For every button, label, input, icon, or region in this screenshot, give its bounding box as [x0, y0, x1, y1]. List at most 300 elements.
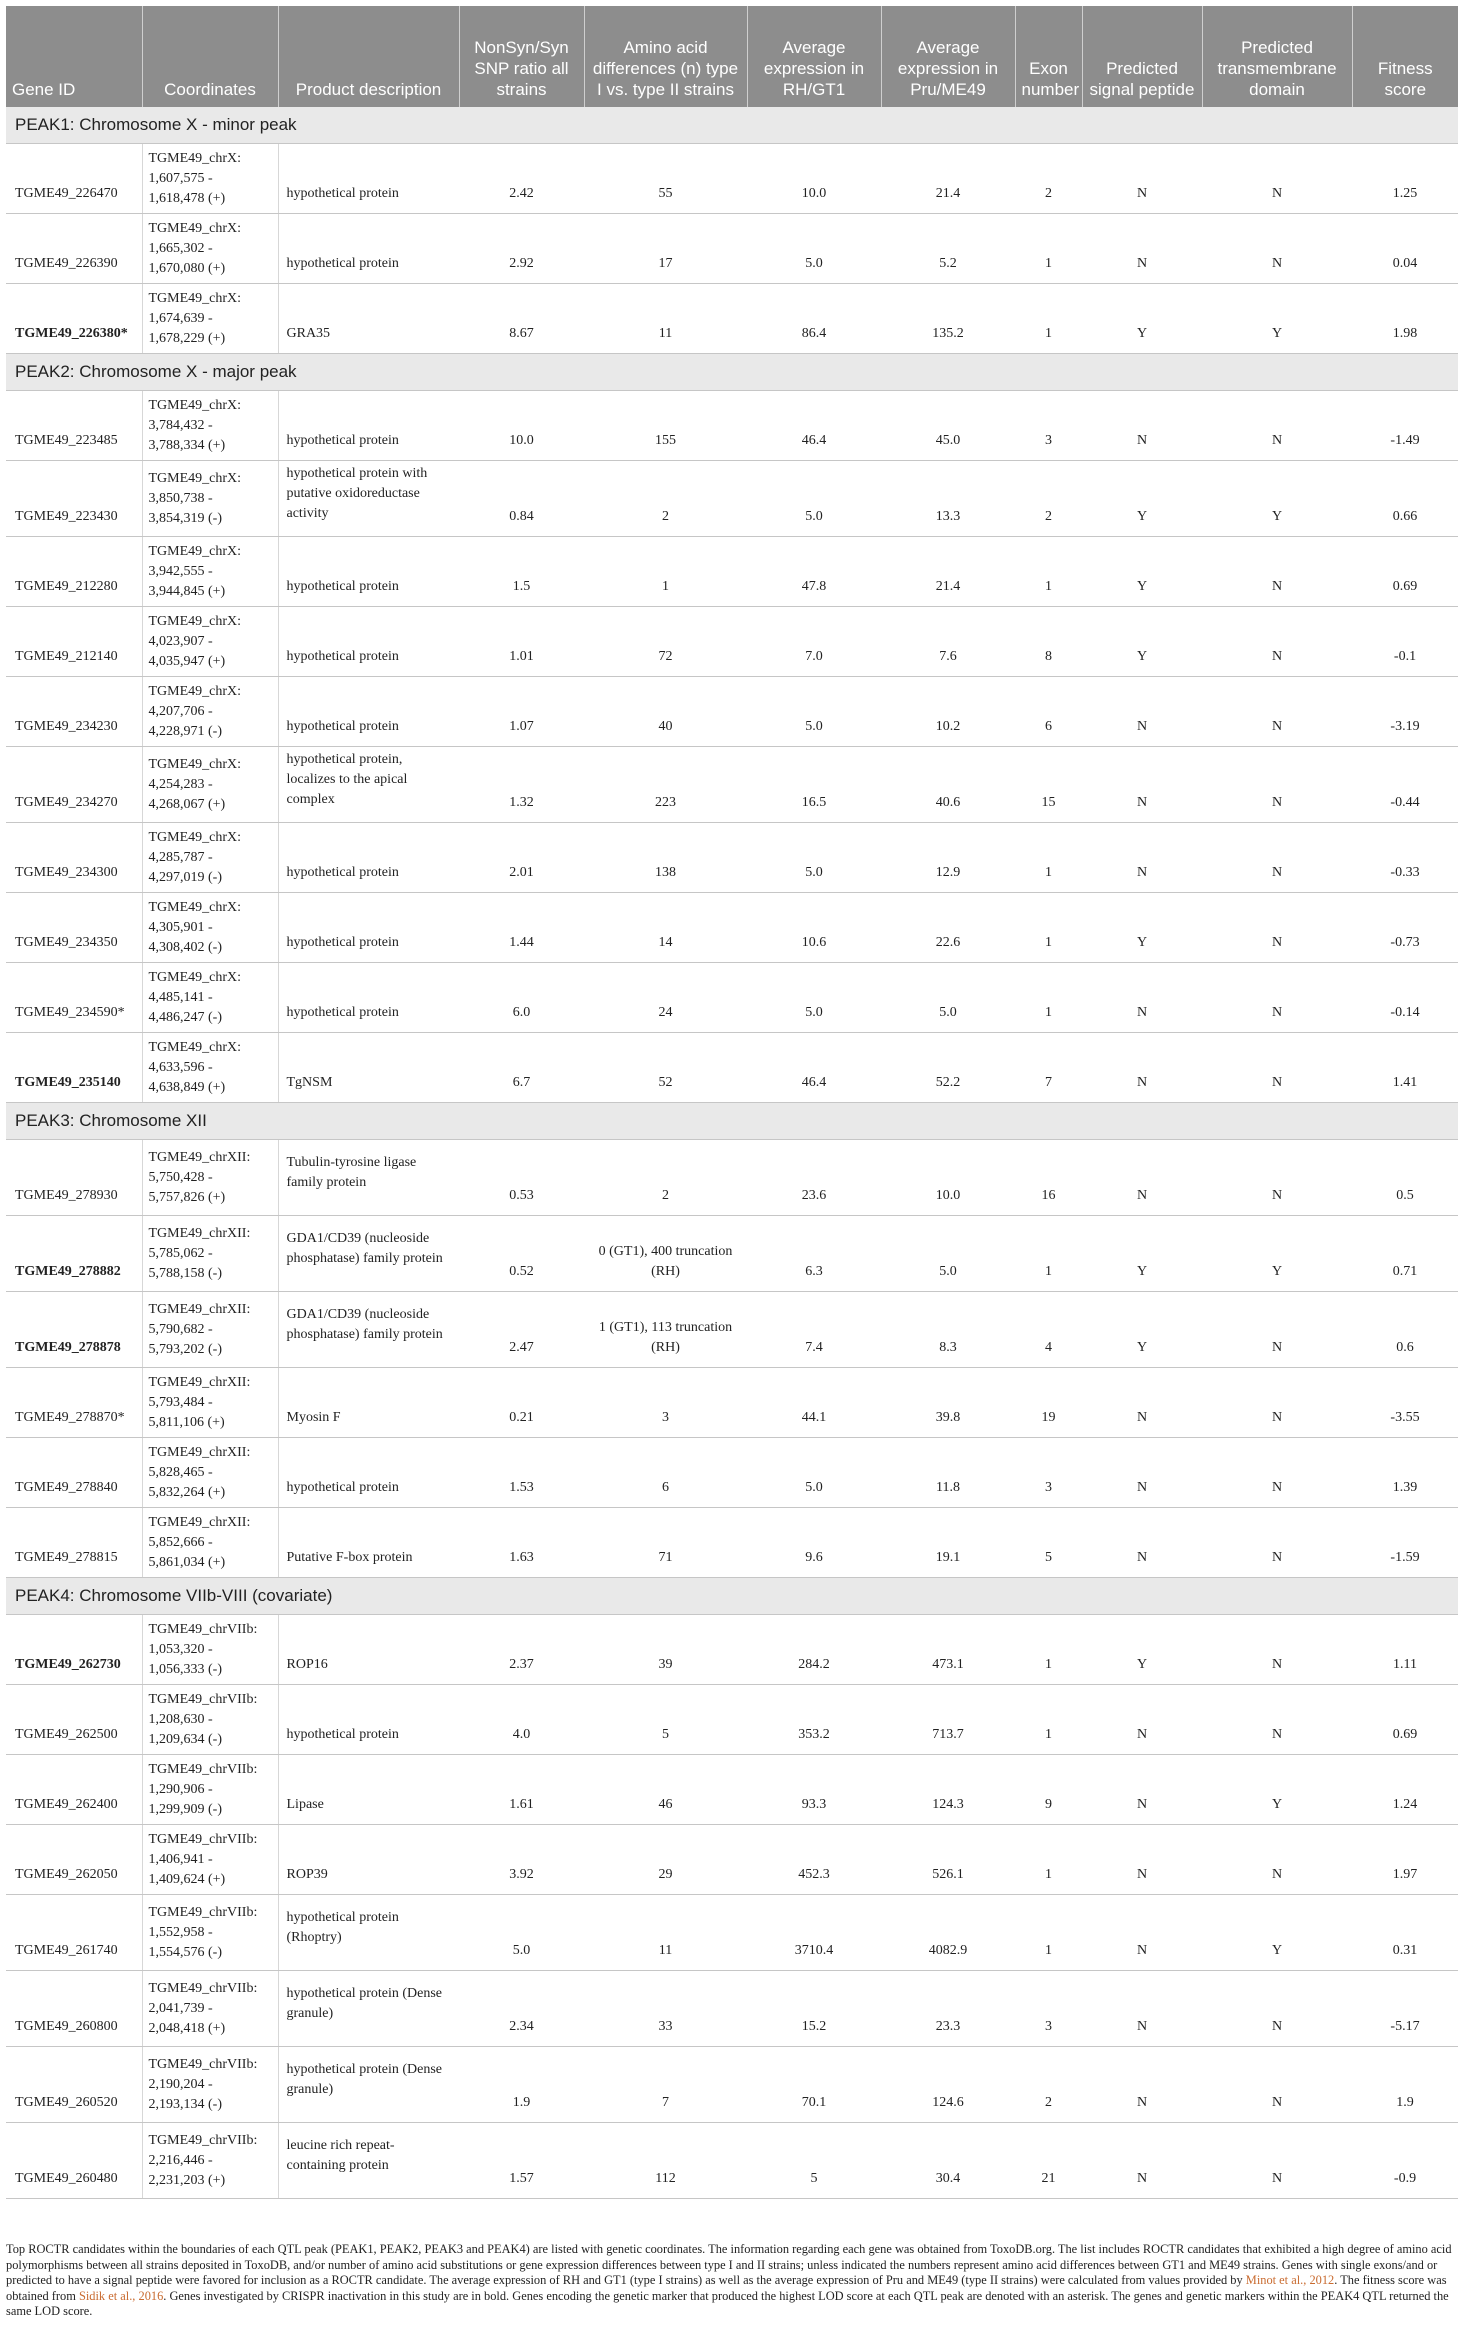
expression-pru-me49-cell: 13.3	[881, 461, 1015, 537]
fitness-score-cell: -0.9	[1352, 2123, 1458, 2199]
coordinates-cell	[142, 1033, 278, 1103]
snp-ratio-cell: 1.5	[459, 537, 584, 607]
expression-rh-gt1-cell: 47.8	[747, 537, 881, 607]
fitness-score-cell: 1.97	[1352, 1825, 1458, 1895]
coordinate-line: 1,208,630 -	[148, 1711, 213, 1727]
coordinates-cell	[142, 823, 278, 893]
exon-number-cell: 1	[1015, 1895, 1082, 1971]
expression-pru-me49-cell: 713.7	[881, 1685, 1015, 1755]
snp-ratio-cell: 1.44	[459, 893, 584, 963]
fitness-score-cell: -0.14	[1352, 963, 1458, 1033]
exon-number-cell: 3	[1015, 1971, 1082, 2047]
signal-peptide-cell: N	[1082, 1971, 1202, 2047]
fitness-score-cell: 0.6	[1352, 1292, 1458, 1368]
signal-peptide-cell: Y	[1082, 1216, 1202, 1292]
fitness-score-cell: 1.11	[1352, 1615, 1458, 1685]
aa-differences-cell: 55	[584, 144, 747, 214]
exon-number-cell: 9	[1015, 1755, 1082, 1825]
table-row	[6, 893, 1458, 963]
aa-differences-cell: 2	[584, 461, 747, 537]
transmembrane-domain-cell: Y	[1202, 1216, 1352, 1292]
column-header-aa-differences: Amino acid differences (n) type I vs. type II strains	[584, 6, 747, 107]
column-header-transmembrane-domain: Predicted transmembrane domain	[1202, 6, 1352, 107]
snp-ratio-cell: 0.53	[459, 1140, 584, 1216]
exon-number-cell: 8	[1015, 607, 1082, 677]
exon-number-cell: 3	[1015, 1438, 1082, 1508]
peak-label: PEAK2: Chromosome X - major peak	[6, 354, 1458, 391]
exon-number-cell: 1	[1015, 537, 1082, 607]
coordinates-cell	[142, 1292, 278, 1368]
coordinate-line: 3,788,334 (+)	[148, 437, 226, 453]
snp-ratio-cell: 8.67	[459, 284, 584, 354]
table-row	[6, 677, 1458, 747]
coordinate-line: TGME49_chrXII:	[148, 1444, 251, 1460]
signal-peptide-cell: N	[1082, 963, 1202, 1033]
signal-peptide-cell: N	[1082, 1368, 1202, 1438]
header-row	[6, 6, 1458, 107]
coordinates-cell	[142, 2123, 278, 2199]
product-description-cell: hypothetical protein, localizes to the apical complex	[278, 747, 459, 823]
transmembrane-domain-cell: N	[1202, 1140, 1352, 1216]
column-header-signal-peptide: Predicted signal peptide	[1082, 6, 1202, 107]
snp-ratio-cell: 10.0	[459, 391, 584, 461]
fitness-score-cell: 1.41	[1352, 1033, 1458, 1103]
transmembrane-domain-cell: N	[1202, 1438, 1352, 1508]
expression-rh-gt1-cell: 44.1	[747, 1368, 881, 1438]
gene-id-cell: TGME49_212280	[6, 537, 142, 607]
coordinate-line: TGME49_chrXII:	[148, 1301, 251, 1317]
aa-differences-cell: 0 (GT1), 400 truncation (RH)	[584, 1216, 747, 1292]
expression-pru-me49-cell: 52.2	[881, 1033, 1015, 1103]
aa-differences-cell: 3	[584, 1368, 747, 1438]
aa-differences-cell: 7	[584, 2047, 747, 2123]
coordinate-line: TGME49_chrVIIb:	[148, 1980, 258, 1996]
table-row	[6, 537, 1458, 607]
coordinate-line: TGME49_chrVIIb:	[148, 1691, 258, 1707]
gene-id-cell: TGME49_226380*	[6, 284, 142, 354]
expression-rh-gt1-cell: 452.3	[747, 1825, 881, 1895]
aa-differences-cell: 40	[584, 677, 747, 747]
gene-id-cell: TGME49_260480	[6, 2123, 142, 2199]
coordinate-line: 1,290,906 -	[148, 1781, 213, 1797]
coordinates-cell	[142, 1438, 278, 1508]
coordinate-line: 5,788,158 (-)	[148, 1265, 222, 1281]
coordinate-line: 1,665,302 -	[148, 240, 213, 256]
coordinate-line: 5,852,666 -	[148, 1534, 213, 1550]
fitness-score-cell: -3.55	[1352, 1368, 1458, 1438]
signal-peptide-cell: N	[1082, 823, 1202, 893]
gene-id-cell: TGME49_234270	[6, 747, 142, 823]
signal-peptide-cell: N	[1082, 214, 1202, 284]
signal-peptide-cell: N	[1082, 1755, 1202, 1825]
coordinate-line: 1,618,478 (+)	[148, 190, 226, 206]
table-row	[6, 823, 1458, 893]
coordinates-cell	[142, 144, 278, 214]
table-row	[6, 461, 1458, 537]
expression-pru-me49-cell: 40.6	[881, 747, 1015, 823]
expression-pru-me49-cell: 21.4	[881, 144, 1015, 214]
coordinates-cell	[142, 1615, 278, 1685]
coordinates-cell	[142, 1825, 278, 1895]
coordinate-line: TGME49_chrXII:	[148, 1514, 251, 1530]
exon-number-cell: 16	[1015, 1140, 1082, 1216]
transmembrane-domain-cell: N	[1202, 1292, 1352, 1368]
aa-differences-cell: 138	[584, 823, 747, 893]
snp-ratio-cell: 1.07	[459, 677, 584, 747]
coordinate-line: 3,850,738 -	[148, 490, 213, 506]
snp-ratio-cell: 5.0	[459, 1895, 584, 1971]
product-description-cell: Myosin F	[278, 1368, 459, 1438]
coordinate-line: 2,231,203 (+)	[148, 2172, 226, 2188]
transmembrane-domain-cell: Y	[1202, 461, 1352, 537]
coordinates-cell	[142, 1895, 278, 1971]
aa-differences-cell: 72	[584, 607, 747, 677]
snp-ratio-cell: 2.01	[459, 823, 584, 893]
coordinate-line: 1,056,333 (-)	[148, 1661, 222, 1677]
gene-id-cell: TGME49_212140	[6, 607, 142, 677]
coordinate-line: 4,486,247 (-)	[148, 1009, 222, 1025]
table-row	[6, 1216, 1458, 1292]
product-description-cell: hypothetical protein (Rhoptry)	[278, 1895, 459, 1971]
coordinates-cell	[142, 1216, 278, 1292]
coordinate-line: 4,308,402 (-)	[148, 939, 222, 955]
signal-peptide-cell: N	[1082, 1825, 1202, 1895]
aa-differences-cell: 1	[584, 537, 747, 607]
fitness-score-cell: 0.66	[1352, 461, 1458, 537]
peak-section-row	[6, 107, 1458, 144]
peak-section-row	[6, 1103, 1458, 1140]
transmembrane-domain-cell: N	[1202, 1825, 1352, 1895]
expression-rh-gt1-cell: 23.6	[747, 1140, 881, 1216]
gene-id-cell: TGME49_234350	[6, 893, 142, 963]
table-body	[6, 107, 1458, 2199]
aa-differences-cell: 52	[584, 1033, 747, 1103]
expression-pru-me49-cell: 8.3	[881, 1292, 1015, 1368]
table-row	[6, 2123, 1458, 2199]
coordinate-line: TGME49_chrVIIb:	[148, 1904, 258, 1920]
coordinate-line: 4,035,947 (+)	[148, 653, 226, 669]
coordinate-line: 3,854,319 (-)	[148, 510, 222, 526]
exon-number-cell: 5	[1015, 1508, 1082, 1578]
expression-rh-gt1-cell: 5.0	[747, 214, 881, 284]
coordinate-line: TGME49_chrVIIb:	[148, 2132, 258, 2148]
exon-number-cell: 6	[1015, 677, 1082, 747]
aa-differences-cell: 39	[584, 1615, 747, 1685]
transmembrane-domain-cell: N	[1202, 893, 1352, 963]
signal-peptide-cell: Y	[1082, 607, 1202, 677]
coordinates-cell	[142, 537, 278, 607]
exon-number-cell: 15	[1015, 747, 1082, 823]
product-description-cell: Tubulin-tyrosine ligase family protein	[278, 1140, 459, 1216]
table-row	[6, 1685, 1458, 1755]
fitness-score-cell: 1.39	[1352, 1438, 1458, 1508]
snp-ratio-cell: 1.9	[459, 2047, 584, 2123]
expression-rh-gt1-cell: 10.6	[747, 893, 881, 963]
product-description-cell: hypothetical protein	[278, 823, 459, 893]
transmembrane-domain-cell: N	[1202, 391, 1352, 461]
snp-ratio-cell: 1.32	[459, 747, 584, 823]
coordinates-cell	[142, 963, 278, 1033]
coordinate-line: TGME49_chrX:	[148, 756, 242, 772]
snp-ratio-cell: 6.7	[459, 1033, 584, 1103]
expression-pru-me49-cell: 5.0	[881, 1216, 1015, 1292]
transmembrane-domain-cell: N	[1202, 144, 1352, 214]
exon-number-cell: 1	[1015, 1685, 1082, 1755]
column-header-coordinates: Coordinates	[142, 6, 278, 107]
signal-peptide-cell: N	[1082, 2123, 1202, 2199]
signal-peptide-cell: N	[1082, 1895, 1202, 1971]
transmembrane-domain-cell: N	[1202, 1508, 1352, 1578]
transmembrane-domain-cell: N	[1202, 963, 1352, 1033]
transmembrane-domain-cell: N	[1202, 214, 1352, 284]
table-row	[6, 1895, 1458, 1971]
aa-differences-cell: 223	[584, 747, 747, 823]
fitness-score-cell: 1.25	[1352, 144, 1458, 214]
aa-differences-cell: 71	[584, 1508, 747, 1578]
product-description-cell: hypothetical protein	[278, 893, 459, 963]
snp-ratio-cell: 0.21	[459, 1368, 584, 1438]
expression-pru-me49-cell: 135.2	[881, 284, 1015, 354]
signal-peptide-cell: Y	[1082, 1615, 1202, 1685]
snp-ratio-cell: 2.34	[459, 1971, 584, 2047]
transmembrane-domain-cell: N	[1202, 607, 1352, 677]
gene-id-cell: TGME49_262050	[6, 1825, 142, 1895]
product-description-cell: hypothetical protein (Dense granule)	[278, 1971, 459, 2047]
coordinate-line: 2,216,446 -	[148, 2152, 213, 2168]
transmembrane-domain-cell: N	[1202, 1615, 1352, 1685]
expression-rh-gt1-cell: 7.0	[747, 607, 881, 677]
coordinate-line: 2,048,418 (+)	[148, 2020, 226, 2036]
fitness-score-cell: 0.69	[1352, 537, 1458, 607]
fitness-score-cell: -0.44	[1352, 747, 1458, 823]
table-row	[6, 1140, 1458, 1216]
coordinate-line: 4,305,901 -	[148, 919, 213, 935]
table-row	[6, 284, 1458, 354]
aa-differences-cell: 14	[584, 893, 747, 963]
footnote-link-sidik[interactable]: Sidik et al., 2016	[78, 2288, 164, 2303]
expression-rh-gt1-cell: 70.1	[747, 2047, 881, 2123]
table-row	[6, 214, 1458, 284]
exon-number-cell: 1	[1015, 893, 1082, 963]
coordinate-line: 4,285,787 -	[148, 849, 213, 865]
gene-id-cell: TGME49_234590*	[6, 963, 142, 1033]
exon-number-cell: 2	[1015, 144, 1082, 214]
gene-id-cell: TGME49_226470	[6, 144, 142, 214]
column-header-exon-number: Exon number	[1015, 6, 1082, 107]
expression-rh-gt1-cell: 5.0	[747, 461, 881, 537]
coordinate-line: 4,254,283 -	[148, 776, 213, 792]
expression-rh-gt1-cell: 5.0	[747, 963, 881, 1033]
aa-differences-cell: 29	[584, 1825, 747, 1895]
fitness-score-cell: -3.19	[1352, 677, 1458, 747]
product-description-cell: hypothetical protein	[278, 677, 459, 747]
exon-number-cell: 1	[1015, 1825, 1082, 1895]
coordinate-line: 5,832,264 (+)	[148, 1484, 226, 1500]
exon-number-cell: 2	[1015, 461, 1082, 537]
footnote-link-minot[interactable]: Minot et al., 2012	[1245, 2273, 1335, 2287]
expression-rh-gt1-cell: 6.3	[747, 1216, 881, 1292]
coordinate-line: TGME49_chrX:	[148, 150, 242, 166]
coordinates-cell	[142, 461, 278, 537]
coordinate-line: TGME49_chrVIIb:	[148, 1621, 258, 1637]
product-description-cell: hypothetical protein	[278, 963, 459, 1033]
table-row	[6, 963, 1458, 1033]
gene-id-cell: TGME49_278870*	[6, 1368, 142, 1438]
expression-rh-gt1-cell: 86.4	[747, 284, 881, 354]
product-description-cell: hypothetical protein	[278, 391, 459, 461]
transmembrane-domain-cell: Y	[1202, 284, 1352, 354]
coordinates-cell	[142, 747, 278, 823]
column-header-product-description: Product description	[278, 6, 459, 107]
coordinate-line: 2,190,204 -	[148, 2076, 213, 2092]
expression-rh-gt1-cell: 5	[747, 2123, 881, 2199]
product-description-cell: hypothetical protein	[278, 144, 459, 214]
coordinate-line: 5,828,465 -	[148, 1464, 213, 1480]
coordinate-line: TGME49_chrX:	[148, 543, 242, 559]
gene-id-cell: TGME49_234230	[6, 677, 142, 747]
table-row	[6, 1033, 1458, 1103]
coordinate-line: 5,793,484 -	[148, 1394, 213, 1410]
product-description-cell: hypothetical protein	[278, 537, 459, 607]
aa-differences-cell: 46	[584, 1755, 747, 1825]
product-description-cell: GDA1/CD39 (nucleoside phosphatase) family protein	[278, 1292, 459, 1368]
coordinates-cell	[142, 1140, 278, 1216]
gene-id-cell: TGME49_278882	[6, 1216, 142, 1292]
gene-id-cell: TGME49_234300	[6, 823, 142, 893]
fitness-score-cell: -0.33	[1352, 823, 1458, 893]
coordinate-line: 5,750,428 -	[148, 1169, 213, 1185]
coordinate-line: TGME49_chrVIIb:	[148, 1831, 258, 1847]
transmembrane-domain-cell: N	[1202, 1368, 1352, 1438]
coordinate-line: 1,670,080 (+)	[148, 260, 226, 276]
fitness-score-cell: 0.5	[1352, 1140, 1458, 1216]
expression-pru-me49-cell: 10.0	[881, 1140, 1015, 1216]
expression-pru-me49-cell: 124.3	[881, 1755, 1015, 1825]
exon-number-cell: 1	[1015, 1615, 1082, 1685]
expression-pru-me49-cell: 39.8	[881, 1368, 1015, 1438]
signal-peptide-cell: N	[1082, 1438, 1202, 1508]
coordinate-line: 5,861,034 (+)	[148, 1554, 226, 1570]
snp-ratio-cell: 1.57	[459, 2123, 584, 2199]
coordinate-line: TGME49_chrXII:	[148, 1149, 251, 1165]
coordinate-line: 3,944,845 (+)	[148, 583, 226, 599]
snp-ratio-cell: 1.61	[459, 1755, 584, 1825]
exon-number-cell: 1	[1015, 284, 1082, 354]
fitness-score-cell: 1.98	[1352, 284, 1458, 354]
transmembrane-domain-cell: N	[1202, 1971, 1352, 2047]
table-row	[6, 2047, 1458, 2123]
coordinates-cell	[142, 214, 278, 284]
fitness-score-cell: 1.9	[1352, 2047, 1458, 2123]
expression-pru-me49-cell: 21.4	[881, 537, 1015, 607]
fitness-score-cell: -5.17	[1352, 1971, 1458, 2047]
expression-rh-gt1-cell: 10.0	[747, 144, 881, 214]
snp-ratio-cell: 0.84	[459, 461, 584, 537]
snp-ratio-cell: 2.47	[459, 1292, 584, 1368]
gene-id-cell: TGME49_278840	[6, 1438, 142, 1508]
coordinates-cell	[142, 893, 278, 963]
signal-peptide-cell: Y	[1082, 1292, 1202, 1368]
gene-id-cell: TGME49_278815	[6, 1508, 142, 1578]
signal-peptide-cell: N	[1082, 1685, 1202, 1755]
fitness-score-cell: 0.69	[1352, 1685, 1458, 1755]
coordinates-cell	[142, 1755, 278, 1825]
coordinate-line: TGME49_chrVIIb:	[148, 1761, 258, 1777]
coordinate-line: 1,409,624 (+)	[148, 1871, 226, 1887]
snp-ratio-cell: 2.92	[459, 214, 584, 284]
gene-id-cell: TGME49_260800	[6, 1971, 142, 2047]
product-description-cell: Lipase	[278, 1755, 459, 1825]
coordinate-line: 1,406,941 -	[148, 1851, 213, 1867]
expression-rh-gt1-cell: 5.0	[747, 677, 881, 747]
gene-id-cell: TGME49_262500	[6, 1685, 142, 1755]
peak-section-row	[6, 1578, 1458, 1615]
fitness-score-cell: 1.24	[1352, 1755, 1458, 1825]
coordinate-line: 1,607,575 -	[148, 170, 213, 186]
fitness-score-cell: -1.49	[1352, 391, 1458, 461]
exon-number-cell: 1	[1015, 823, 1082, 893]
table-row	[6, 747, 1458, 823]
signal-peptide-cell: N	[1082, 391, 1202, 461]
signal-peptide-cell: N	[1082, 747, 1202, 823]
expression-pru-me49-cell: 30.4	[881, 2123, 1015, 2199]
coordinates-cell	[142, 391, 278, 461]
product-description-cell: GDA1/CD39 (nucleoside phosphatase) family protein	[278, 1216, 459, 1292]
gene-id-cell: TGME49_262730	[6, 1615, 142, 1685]
snp-ratio-cell: 3.92	[459, 1825, 584, 1895]
expression-pru-me49-cell: 5.2	[881, 214, 1015, 284]
signal-peptide-cell: Y	[1082, 461, 1202, 537]
coordinate-line: 5,790,682 -	[148, 1321, 213, 1337]
table-header	[6, 6, 1458, 107]
coordinates-cell	[142, 1685, 278, 1755]
gene-id-cell: TGME49_278930	[6, 1140, 142, 1216]
coordinate-line: 1,299,909 (-)	[148, 1801, 222, 1817]
aa-differences-cell: 1 (GT1), 113 truncation (RH)	[584, 1292, 747, 1368]
transmembrane-domain-cell: N	[1202, 677, 1352, 747]
coordinates-cell	[142, 2047, 278, 2123]
gene-id-cell: TGME49_278878	[6, 1292, 142, 1368]
expression-rh-gt1-cell: 46.4	[747, 1033, 881, 1103]
signal-peptide-cell: N	[1082, 1140, 1202, 1216]
snp-ratio-cell: 1.63	[459, 1508, 584, 1578]
expression-pru-me49-cell: 473.1	[881, 1615, 1015, 1685]
coordinate-line: TGME49_chrVIIb:	[148, 2056, 258, 2072]
table-row	[6, 1292, 1458, 1368]
coordinate-line: 1,674,639 -	[148, 310, 213, 326]
exon-number-cell: 19	[1015, 1368, 1082, 1438]
table-row	[6, 1438, 1458, 1508]
product-description-cell: hypothetical protein	[278, 607, 459, 677]
column-header-gene-id: Gene ID	[6, 6, 142, 107]
coordinate-line: TGME49_chrX:	[148, 1039, 242, 1055]
expression-rh-gt1-cell: 5.0	[747, 823, 881, 893]
aa-differences-cell: 2	[584, 1140, 747, 1216]
expression-rh-gt1-cell: 284.2	[747, 1615, 881, 1685]
coordinate-line: TGME49_chrX:	[148, 220, 242, 236]
expression-pru-me49-cell: 45.0	[881, 391, 1015, 461]
exon-number-cell: 4	[1015, 1292, 1082, 1368]
coordinate-line: 5,811,106 (+)	[148, 1414, 225, 1430]
table-row	[6, 607, 1458, 677]
expression-pru-me49-cell: 124.6	[881, 2047, 1015, 2123]
footnote-text-1: Top ROCTR candidates within the boundaries of each QTL peak (PEAK1, PEAK2, PEAK3 and PEAK4) are listed with genetic coordinates. The information regarding each gene was obtained from ToxoDB.org. The list includes ROCTR candidates that exhibited a high degree of amino acid polymorphisms between all strains deposited in ToxoDB, and/or number of amino acid substitutions or gene expression differences between type I and II strains; unless indicated the numbers represent amino acid differences between GT1 and ME49 strains. Genes with single exons/and or predicted to have a signal peptide were favored for inclusion as a ROCTR candidate. The average expression of RH and GT1 (type I strains) as well as the average expression of Pru and ME49 (type II strains) were calculated from values provided by	[6, 2242, 1452, 2287]
table-row	[6, 1755, 1458, 1825]
table-row	[6, 1971, 1458, 2047]
expression-pru-me49-cell: 19.1	[881, 1508, 1015, 1578]
gene-id-cell: TGME49_235140	[6, 1033, 142, 1103]
peak-label: PEAK3: Chromosome XII	[6, 1103, 1458, 1140]
